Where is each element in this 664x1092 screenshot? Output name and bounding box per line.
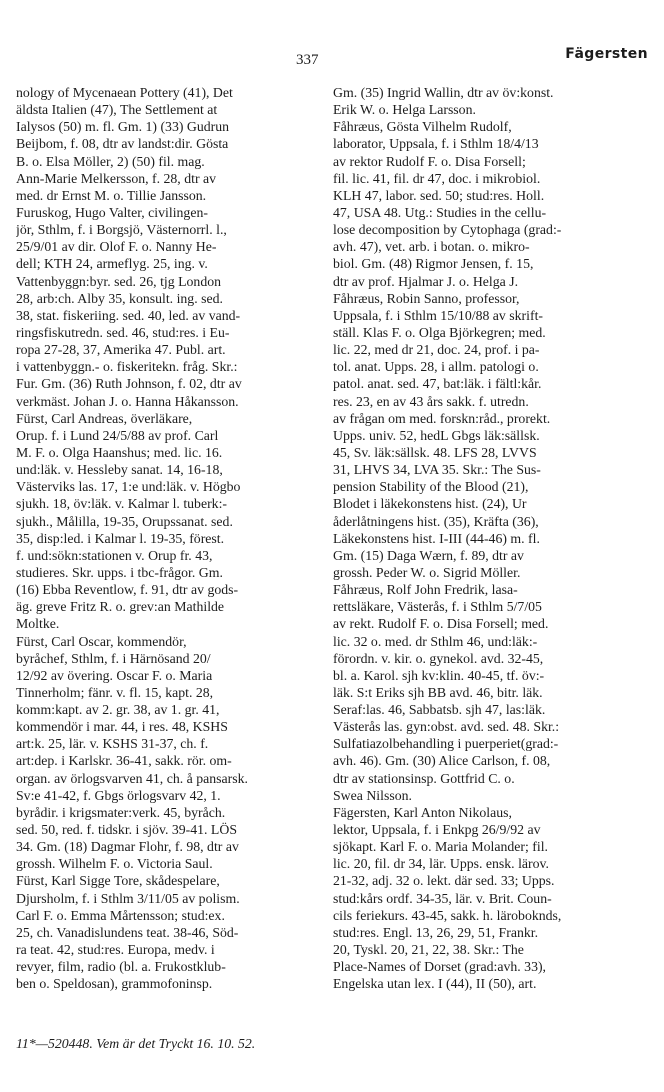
- text-line: lose decomposition by Cytophaga (grad:-: [333, 222, 562, 238]
- text-line: dell; KTH 24, armeflyg. 25, ing. v.: [16, 256, 208, 272]
- text-line: cils feriekurs. 43-45, sakk. h. läroboknds,: [333, 907, 562, 923]
- text-line: art:k. 25, lär. v. KSHS 31-37, ch. f.: [16, 736, 209, 752]
- text-line: Fürst, Carl Andreas, överläkare,: [16, 410, 193, 426]
- text-line: laborator, Uppsala, f. i Sthlm 18/4/13: [333, 136, 539, 152]
- text-line: kommendör i mar. 44, i res. 48, KSHS: [16, 719, 228, 735]
- text-line: verkmäst. Johan J. o. Hanna Håkansson.: [16, 393, 239, 409]
- text-line: 45, Sv. läk:sällsk. 48. LFS 28, LVVS: [333, 444, 537, 460]
- text-line: M. F. o. Olga Haanshus; med. lic. 16.: [16, 444, 223, 460]
- text-line: förordn. v. kir. o. gynekol. avd. 32-45,: [333, 650, 544, 666]
- text-line: åderlåtningens hist. (35), Kräfta (36),: [333, 513, 539, 529]
- text-line: 47, USA 48. Utg.: Studies in the cellu-: [333, 204, 547, 220]
- text-line: rettsläkare, Västerås, f. i Sthlm 5/7/05: [333, 599, 542, 615]
- text-line: 21-32, adj. 32 o. lekt. där sed. 33; Upps.: [333, 873, 555, 889]
- text-line: 31, LHVS 34, LVA 35. Skr.: The Sus-: [333, 462, 541, 478]
- running-head: Fägersten: [565, 46, 648, 62]
- text-line: res. 23, en av 43 års sakk. f. utredn.: [333, 393, 529, 409]
- text-line: 20, Tyskl. 20, 21, 22, 38. Skr.: The: [333, 942, 524, 958]
- text-line: 28, arb:ch. Alby 35, konsult. ing. sed.: [16, 290, 223, 306]
- text-line: Fåhræus, Rolf John Fredrik, lasa-: [333, 582, 518, 598]
- left-column: [16, 84, 316, 992]
- text-line: pension Stability of the Blood (21),: [333, 479, 529, 495]
- text-line: Beijbom, f. 08, dtr av landst:dir. Gösta: [16, 136, 229, 152]
- text-line: ra teat. 42, stud:res. Europa, medv. i: [16, 942, 215, 958]
- text-line: Fåhræus, Robin Sanno, professor,: [333, 290, 520, 306]
- text-line: Fur. Gm. (36) Ruth Johnson, f. 02, dtr av: [16, 376, 242, 392]
- text-line: av rektor Rudolf F. o. Disa Forsell;: [333, 153, 526, 169]
- text-line: 38, stat. fiskeriing. sed. 40, led. av vand-: [16, 307, 241, 323]
- text-line: Fürst, Carl Oscar, kommendör,: [16, 633, 187, 649]
- text-line: stud:kårs ordf. 34-35, lär. v. Brit. Coun-: [333, 890, 552, 906]
- text-line: dtr av stationsinsp. Gottfrid C. o.: [333, 770, 515, 786]
- text-line: avh. 46). Gm. (30) Alice Carlson, f. 08,: [333, 753, 551, 769]
- text-line: lic. 22, med dr 21, doc. 24, prof. i pa-: [333, 342, 540, 358]
- text-line: Ialysos (50) m. fl. Gm. 1) (33) Gudrun: [16, 119, 230, 135]
- text-line: biol. Gm. (48) Rigmor Jensen, f. 15,: [333, 256, 534, 272]
- text-line: Engelska utan lex. I (44), II (50), art.: [333, 976, 537, 992]
- text-line: läk. S:t Eriks sjh BB avd. 46, bitr. läk.: [333, 684, 543, 700]
- right-column: [333, 84, 633, 992]
- text-line: art:dep. i Karlskr. 36-41, sakk. rör. om-: [16, 753, 232, 769]
- text-line: lektor, Uppsala, f. i Enkpg 26/9/92 av: [333, 822, 541, 838]
- text-line: ropa 27-28, 37, Amerika 47. Publ. art.: [16, 342, 226, 358]
- text-line: sed. 50, red. f. tidskr. i sjöv. 39-41. LÖS: [16, 822, 237, 838]
- text-line: nology of Mycenaean Pottery (41), Det: [16, 85, 233, 100]
- text-line: ställ. Klas F. o. Olga Björkegren; med.: [333, 324, 546, 340]
- text-line: 25/9/01 av dir. Olof F. o. Nanny He-: [16, 239, 217, 255]
- text-line: lic. 20, fil. dr 34, lär. Upps. ensk. lärov.: [333, 856, 549, 872]
- text-line: med. dr Ernst M. o. Tillie Jansson.: [16, 187, 207, 203]
- text-line: i vattenbyggn.- o. fiskeritekn. fråg. Skr.:: [16, 359, 238, 375]
- text-line: Place-Names of Dorset (grad:avh. 33),: [333, 959, 547, 975]
- text-line: Västerås las. gyn:obst. avd. sed. 48. Skr.:: [333, 719, 560, 735]
- text-line: Uppsala, f. i Sthlm 15/10/88 av skrift-: [333, 307, 543, 323]
- text-line: Fåhræus, Gösta Vilhelm Rudolf,: [333, 119, 512, 135]
- text-line: 25, ch. Vanadislundens teat. 38-46, Söd-: [16, 924, 239, 940]
- text-line: 35, disp:led. i Kalmar l. 19-35, förest.: [16, 530, 225, 546]
- text-line: Gm. (35) Ingrid Wallin, dtr av öv:konst.: [333, 85, 554, 100]
- text-line: 12/92 av övering. Oscar F. o. Maria: [16, 667, 213, 683]
- footer-imprint: 11*—520448. Vem är det Tryckt 16. 10. 52.: [16, 1036, 256, 1051]
- text-line: und:läk. v. Hessleby sanat. 14, 16-18,: [16, 462, 223, 478]
- text-line: sjukh., Målilla, 19-35, Orupssanat. sed.: [16, 513, 233, 529]
- text-line: Carl F. o. Emma Mårtensson; stud:ex.: [16, 907, 225, 923]
- text-line: f. und:sökn:stationen v. Orup fr. 43,: [16, 547, 213, 563]
- text-line: Upps. univ. 52, hedL Gbgs läk:sällsk.: [333, 427, 540, 443]
- text-line: byråchef, Sthlm, f. i Härnösand 20/: [16, 650, 211, 666]
- text-line: Moltke.: [16, 616, 60, 632]
- text-line: Tinnerholm; fänr. v. fl. 15, kapt. 28,: [16, 684, 214, 700]
- text-line: Blodet i läkekonstens hist. (24), Ur: [333, 496, 527, 512]
- text-line: Ann-Marie Melkersson, f. 28, dtr av: [16, 170, 217, 186]
- text-line: tol. anat. Upps. 28, i allm. patologi o.: [333, 359, 539, 375]
- text-line: stud:res. Engl. 13, 26, 29, 51, Frankr.: [333, 924, 539, 940]
- text-line: Fägersten, Karl Anton Nikolaus,: [333, 804, 512, 820]
- text-line: Furuskog, Hugo Valter, civilingen-: [16, 204, 208, 220]
- text-line: patol. anat. sed. 47, bat:läk. i fältl:kår.: [333, 376, 542, 392]
- text-line: Erik W. o. Helga Larsson.: [333, 102, 476, 118]
- text-line: Seraf:las. 46, Sabbatsb. sjh 47, las:läk.: [333, 702, 546, 718]
- text-line: jör, Sthlm, f. i Borgsjö, Västernorrl. l.,: [16, 222, 227, 238]
- text-line: Västerviks las. 17, 1:e und:läk. v. Högbo: [16, 479, 241, 495]
- text-line: byrådir. i krigsmater:verk. 45, byråch.: [16, 804, 226, 820]
- text-line: ringsfiskutredn. sed. 46, stud:res. i Eu-: [16, 324, 230, 340]
- page-number: 337: [296, 52, 319, 68]
- text-line: (16) Ebba Reventlow, f. 91, dtr av gods-: [16, 582, 239, 598]
- text-line: komm:kapt. av 2. gr. 38, av 1. gr. 41,: [16, 702, 220, 718]
- text-line: av frågan om med. forskn:råd., prorekt.: [333, 410, 551, 426]
- text-line: Swea Nilsson.: [333, 787, 412, 803]
- text-line: ben o. Speldosan), grammofoninsp.: [16, 976, 213, 992]
- text-line: bl. a. Karol. sjh kv:klin. 40-45, tf. öv:-: [333, 667, 545, 683]
- text-line: 34. Gm. (18) Dagmar Flohr, f. 98, dtr av: [16, 839, 239, 855]
- text-line: dtr av prof. Hjalmar J. o. Helga J.: [333, 273, 519, 289]
- text-line: Vattenbyggn:byr. sed. 26, tjg London: [16, 273, 222, 289]
- text-line: fil. lic. 41, fil. dr 47, doc. i mikrobiol.: [333, 170, 541, 186]
- text-line: äg. greve Fritz R. o. grev:an Mathilde: [16, 599, 225, 615]
- text-line: Gm. (15) Daga Wærn, f. 89, dtr av: [333, 547, 524, 563]
- text-line: Orup. f. i Lund 24/5/88 av prof. Carl: [16, 427, 219, 443]
- text-line: äldsta Italien (47), The Settlement at: [16, 102, 218, 118]
- text-line: Sulfatiazolbehandling i puerperiet(grad:-: [333, 736, 559, 752]
- text-line: avh. 47), vet. arb. i botan. o. mikro-: [333, 239, 530, 255]
- text-line: KLH 47, labor. sed. 50; stud:res. Holl.: [333, 187, 545, 203]
- text-line: Fürst, Karl Sigge Tore, skådespelare,: [16, 873, 220, 889]
- text-line: lic. 32 o. med. dr Sthlm 46, und:läk:-: [333, 633, 538, 649]
- text-line: grossh. Peder W. o. Sigrid Möller.: [333, 564, 521, 580]
- text-line: studieres. Skr. upps. i tbc-frågor. Gm.: [16, 564, 223, 580]
- text-line: Sv:e 41-42, f. Gbgs örlogsvarv 42, 1.: [16, 787, 221, 803]
- text-line: sjukh. 18, öv:läk. v. Kalmar l. tuberk:-: [16, 496, 228, 512]
- text-line: revyer, film, radio (bl. a. Frukostklub-: [16, 959, 226, 975]
- text-line: grossh. Wilhelm F. o. Victoria Saul.: [16, 856, 213, 872]
- text-line: organ. av örlogsvarven 41, ch. å pansarsk.: [16, 770, 248, 786]
- text-line: Läkekonstens hist. I-III (44-46) m. fl.: [333, 530, 540, 546]
- text-line: av rekt. Rudolf F. o. Disa Forsell; med.: [333, 616, 549, 632]
- text-line: Djursholm, f. i Sthlm 3/11/05 av polism.: [16, 890, 240, 906]
- text-line: B. o. Elsa Möller, 2) (50) fil. mag.: [16, 153, 205, 169]
- text-line: sjökapt. Karl F. o. Maria Molander; fil.: [333, 839, 549, 855]
